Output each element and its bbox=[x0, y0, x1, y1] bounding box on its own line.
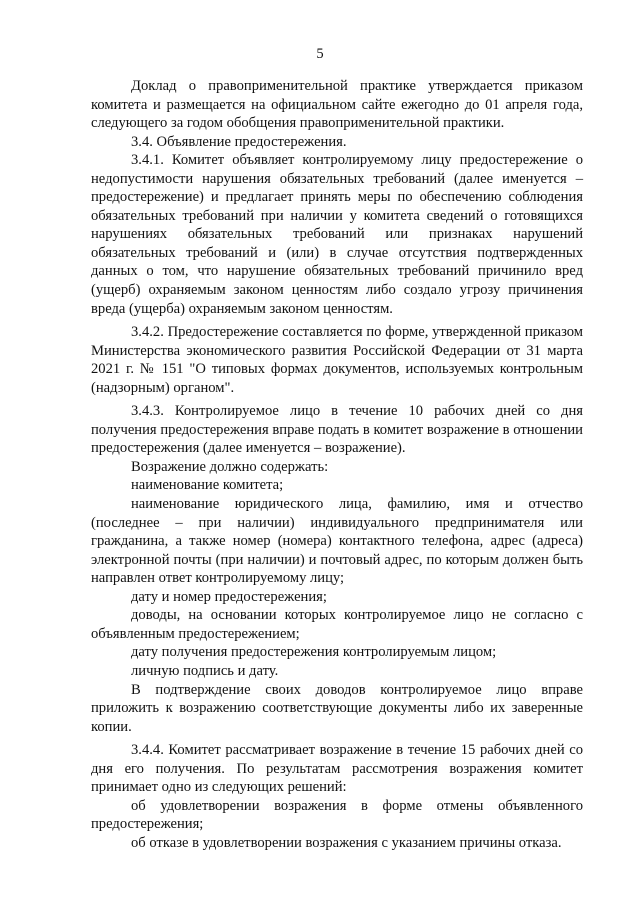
list-item-arguments: доводы, на основании которых контролируемое лицо не согласно с объявленным предостережением; bbox=[91, 607, 583, 642]
section-heading-warning: 3.4. Объявление предостережения. bbox=[131, 133, 347, 150]
page-number: 5 bbox=[316, 46, 324, 62]
paragraph-objection-contents: Возражение должно содержать: bbox=[131, 458, 329, 475]
document-body bbox=[91, 77, 583, 852]
paragraph-clause-3-4-2: 3.4.2. Предостережение составляется по форме, утвержденной приказом Министерства экономического развития Российской Федерации от 31 марта 2021 г. № 151 "О типовых формах документов, используемых контрольным (надзорным) органом". bbox=[91, 324, 583, 396]
list-item-committee-name: наименование комитета; bbox=[131, 477, 284, 494]
paragraph-report-approval: Доклад о правоприменительной практике утверждается приказом комитета и размещается на официальном сайте ежегодно до 01 апреля года, следующего за годом обобщения правоприменительной практики. bbox=[91, 78, 583, 132]
paragraph-supporting-documents: В подтверждение своих доводов контролируемое лицо вправе приложить к возражению соответствующие документы либо их заверенные копии. bbox=[91, 681, 583, 735]
paragraph-clause-3-4-3: 3.4.3. Контролируемое лицо в течение 10 рабочих дней со дня получения предостережения вправе подать в комитет возражение в отношении предостережения (далее именуется – возражение). bbox=[91, 403, 583, 457]
list-item-applicant-name: наименование юридического лица, фамилию, имя и отчество (последнее – при наличии) индивидуального предпринимателя или гражданина, а также номер (номера) контактного телефона, адрес (адреса) электронной почты (при наличии) и почтовый адрес, по которым должен быть направлен ответ контролируемому лицу; bbox=[91, 496, 583, 587]
list-item-decision-refuse: об отказе в удовлетворении возражения с указанием причины отказа. bbox=[131, 834, 562, 851]
list-item-signature-date: личную подпись и дату. bbox=[131, 662, 279, 679]
list-item-warning-date-number: дату и номер предостережения; bbox=[131, 588, 327, 605]
paragraph-clause-3-4-4: 3.4.4. Комитет рассматривает возражение в течение 15 рабочих дней со дня его получения. По результатам рассмотрения возражения комитет принимает одно из следующих решений: bbox=[91, 742, 583, 796]
paragraph-clause-3-4-1: 3.4.1. Комитет объявляет контролируемому лицу предостережение о недопустимости нарушения обязательных требований (далее именуется – предостережение) и предлагает принять меры по обеспечению соблюдения обязательных требований при наличии у комитета сведений о готовящихся нарушениях обязательных требований или признаках нарушений обязательных требований и (или) в случае отсутствия подтвержденных данных о том, что нарушение обязательных требований причинило вред (ущерб) охраняемым законом ценностям либо создало угрозу причинения вреда (ущерба) охраняемым законом ценностям. bbox=[91, 152, 583, 317]
list-item-receipt-date: дату получения предостережения контролируемым лицом; bbox=[131, 644, 497, 661]
list-item-decision-satisfy: об удовлетворении возражения в форме отмены объявленного предостережения; bbox=[91, 797, 583, 833]
